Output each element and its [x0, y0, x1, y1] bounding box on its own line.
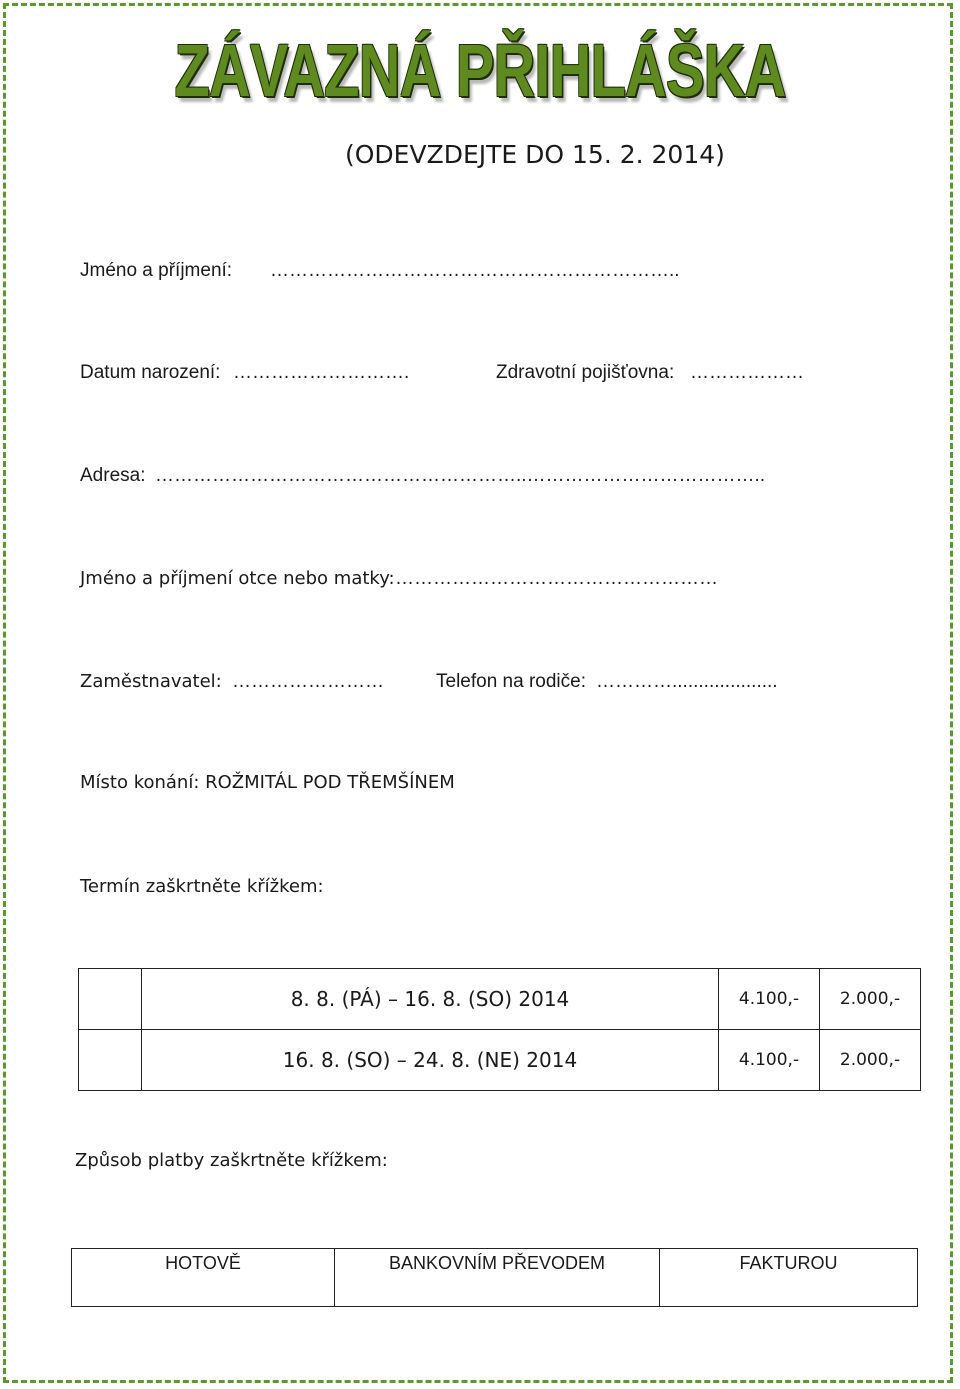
parent-phone-label: Telefon na rodiče:: [436, 671, 586, 692]
employer-field[interactable]: ……………………: [232, 671, 384, 692]
term-price-reduced: 2.000,-: [820, 1030, 921, 1091]
birth-date-label: Datum narození:: [80, 362, 221, 383]
term-label: 8. 8. (PÁ) – 16. 8. (SO) 2014: [142, 969, 719, 1030]
parent-name-label: Jméno a příjmení otce nebo matky:: [80, 568, 395, 589]
term-row: [79, 1030, 921, 1091]
payment-table: [71, 1248, 918, 1307]
parent-phone-field[interactable]: …………....................: [596, 671, 778, 692]
page-border: [3, 3, 953, 1383]
payment-instruction: Způsob platby zaškrtněte křížkem:: [75, 1150, 388, 1171]
term-price-full: 4.100,-: [719, 969, 820, 1030]
term-price-full: 4.100,-: [719, 1030, 820, 1091]
payment-option-invoice[interactable]: FAKTUROU: [660, 1249, 918, 1307]
term-table: [78, 968, 921, 1091]
name-label: Jméno a příjmení:: [80, 260, 233, 281]
birth-date-field[interactable]: ……………………….: [233, 362, 410, 383]
insurance-field[interactable]: ………………: [690, 362, 804, 383]
form-title: ZÁVAZNÁ PŘIHLÁŠKA: [174, 29, 786, 112]
name-field[interactable]: ………………………………………………………..: [270, 260, 680, 281]
term-instruction: Termín zaškrtněte křížkem:: [80, 876, 324, 897]
address-field[interactable]: …………………………………………………..………………………………..: [155, 465, 766, 486]
insurance-label: Zdravotní pojišťovna:: [496, 362, 675, 383]
employer-label: Zaměstnavatel:: [80, 671, 222, 692]
term-label: 16. 8. (SO) – 24. 8. (NE) 2014: [142, 1030, 719, 1091]
address-label: Adresa:: [80, 465, 146, 486]
payment-option-bank-transfer[interactable]: BANKOVNÍM PŘEVODEM: [335, 1249, 660, 1307]
term-price-reduced: 2.000,-: [820, 969, 921, 1030]
term-checkbox[interactable]: [79, 1030, 142, 1091]
term-row: [79, 969, 921, 1030]
parent-name-field[interactable]: ……………………………………………: [395, 568, 718, 589]
term-checkbox[interactable]: [79, 969, 142, 1030]
payment-option-cash[interactable]: HOTOVĚ: [72, 1249, 335, 1307]
deadline-note: (ODEVZDEJTE DO 15. 2. 2014): [345, 140, 725, 169]
venue-text: Místo konání: ROŽMITÁL POD TŘEMŠÍNEM: [80, 772, 455, 793]
